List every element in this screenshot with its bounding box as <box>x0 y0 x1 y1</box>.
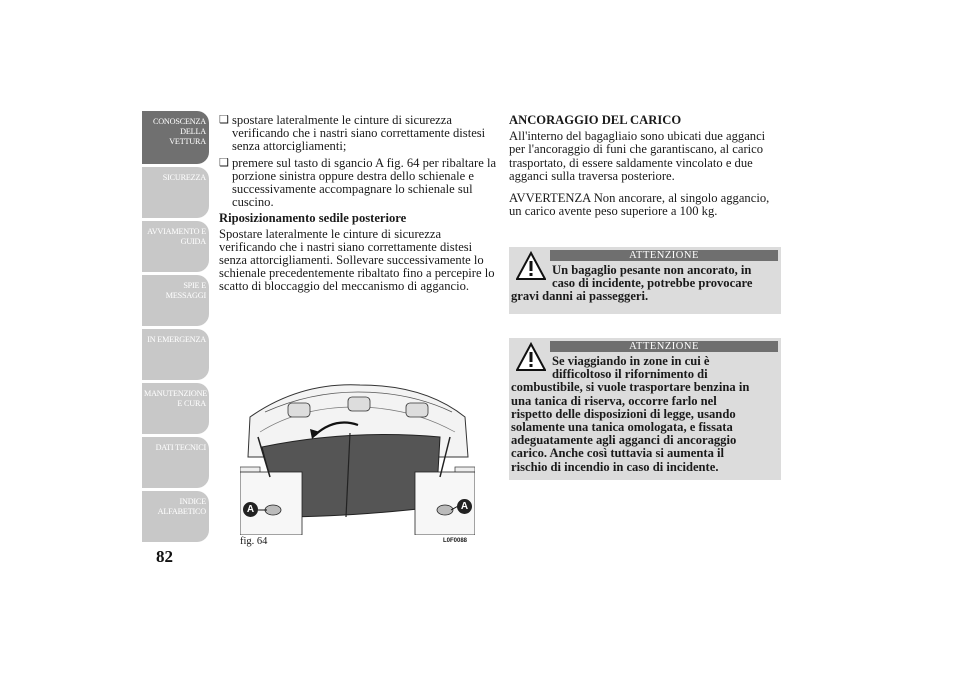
tab-in-emergenza[interactable]: IN EMERGENZA <box>142 329 209 380</box>
checkbox-bullet-icon: ❑ <box>219 156 229 169</box>
warning-title: ATTENZIONE <box>550 250 778 261</box>
page-number: 82 <box>156 547 173 566</box>
body-paragraph: All'interno del bagagliaio sono ubicati due agganci per l'ancoraggio di funi che garantiscano, al carico trasportato, di essere saldamente vincolato e due agganci sulla traversa posteriore. <box>509 129 766 183</box>
warning-box <box>509 247 781 314</box>
checkbox-bullet-icon: ❑ <box>219 114 229 126</box>
marker-a-right: A <box>457 499 472 514</box>
figure-rear-seat <box>240 377 475 535</box>
bullet-item: ❑ spostare lateralmente le cinture di sicurezza verificando che i nastri siano correttamente distesi senza attorcigliamenti; <box>219 113 486 154</box>
tab-sicurezza[interactable]: SICUREZZA <box>142 167 209 218</box>
bullet-item: ❑ premere sul tasto di sgancio A fig. 64 per ribaltare la porzione sinistra oppure destra dello schienale e successivamente accompagnare lo schienale sul cuscino. <box>219 155 497 210</box>
tab-avviamento-e-guida[interactable]: AVVIAMENTO E GUIDA <box>142 221 209 272</box>
warning-text: Un bagaglio pesante non ancorato, in caso di incidente, potrebbe provocare gravi danni ai passeggeri. <box>511 263 753 304</box>
tab-spie-e-messaggi[interactable]: SPIE E MESSAGGI <box>142 275 209 326</box>
tab-dati-tecnici[interactable]: DATI TECNICI <box>142 437 209 488</box>
warning-title: ATTENZIONE <box>550 341 778 352</box>
right-column <box>509 114 781 218</box>
figure-code: L0F0088 <box>443 538 468 544</box>
advisory-paragraph: AVVERTENZA Non ancorare, al singolo aggancio, un carico avente peso superiore a 100 kg. <box>509 191 770 219</box>
tab-indice-alfabetico[interactable]: INDICE ALFABETICO <box>142 491 209 542</box>
section-heading: ANCORAGGIO DEL CARICO <box>509 113 682 127</box>
body-paragraph: Spostare lateralmente le cinture di sicurezza verificando che i nastri siano correttamente distesi senza attorcigliamenti. Sollevare successivamente lo schienale precedentemente ribaltato fino a percepire lo scatto di bloccaggio del meccanismo di aggancio. <box>219 226 495 294</box>
rear-seat-illustration <box>240 377 475 535</box>
warning-box <box>509 338 781 480</box>
tab-manutenzione-e-cura[interactable]: MANUTENZIONE E CURA <box>142 383 209 434</box>
warning-text: Se viaggiando in zone in cui è difficoltoso il rifornimento di combustibile, si vuole trasportare benzina in una tanica di riserva, occorre farlo nel rispetto delle disposizioni di legge, usando solamente una tanica omologata, e fissata adeguatamente agli agganci di ancoraggio carico. Anche così tuttavia si aumenta il rischio di incendio in caso di incidente. <box>511 354 750 474</box>
marker-a-left: A <box>243 502 258 517</box>
section-subheading: Riposizionamento sedile posteriore <box>219 211 407 226</box>
left-column <box>219 114 497 294</box>
tab-conoscenza-della-vettura[interactable]: CONOSCENZA DELLA VETTURA <box>142 111 209 164</box>
figure-caption: fig. 64 <box>240 536 268 547</box>
